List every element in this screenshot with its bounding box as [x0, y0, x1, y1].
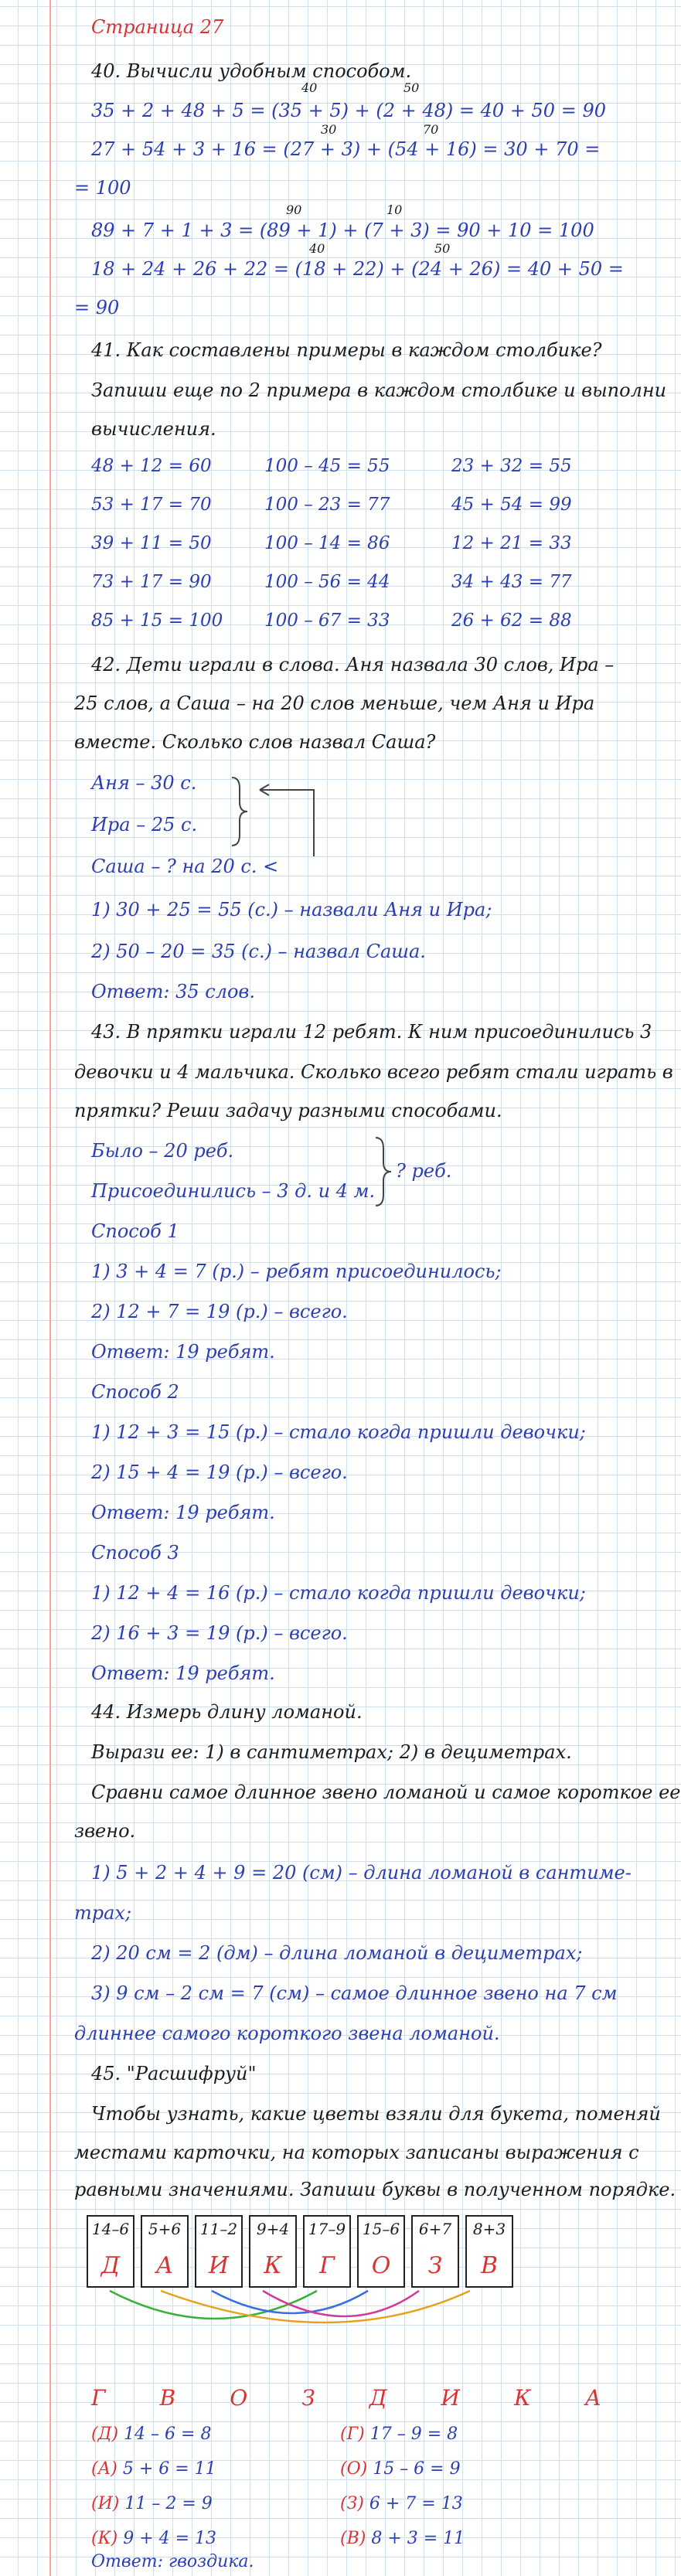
pair-expression: 15 – 6 = 9 — [373, 2459, 461, 2479]
column-1 — [91, 456, 223, 649]
t40-line: 35 + 2 + 48 + 5 = (35 + 5) + (2 + 48) = 40 + 50 = 90 — [91, 100, 606, 121]
solution-line: 1) 3 + 4 = 7 (р.) – ребят присоединилось; — [91, 1261, 502, 1282]
list-item: 39 + 11 = 50 — [91, 533, 212, 553]
decoded-letter: К — [514, 2385, 531, 2411]
pair-letter: (А) — [91, 2459, 117, 2479]
task-44-text: звено. — [74, 1820, 136, 1842]
pair-line — [91, 2458, 216, 2481]
list-item: 85 + 15 = 100 — [91, 611, 223, 631]
pair-expression: 14 – 6 = 8 — [124, 2425, 212, 2444]
decoded-letter: О — [230, 2385, 248, 2411]
card-letter: В — [480, 2252, 499, 2279]
card-expression: 9+4 — [256, 2220, 290, 2238]
list-item: 73 + 17 = 90 — [91, 572, 212, 592]
pair-line — [91, 2423, 211, 2446]
answer-line: Ответ: 19 ребят. — [91, 1662, 275, 1684]
card — [465, 2215, 513, 2288]
pair-expression: 8 + 3 = 11 — [371, 2529, 465, 2548]
pair-letter: (О) — [340, 2459, 368, 2479]
pair-expression: 5 + 6 = 11 — [122, 2459, 216, 2479]
list-item: 100 – 67 = 33 — [264, 611, 390, 631]
brace-graphic — [373, 1133, 396, 1210]
task-45-text: равными значениями. Запиши буквы в полученном порядке. — [74, 2179, 676, 2200]
condition-line: Было – 20 реб. — [91, 1140, 234, 1162]
card-row — [87, 2215, 519, 2288]
card-expression: 14–6 — [91, 2220, 130, 2238]
answer-line: Ответ: гвоздика. — [91, 2552, 254, 2571]
solution-line: 3) 9 см – 2 см = 7 (см) – самое длинное звено на 7 см — [91, 1982, 618, 2004]
solution-line: трах; — [74, 1902, 132, 1924]
card — [249, 2215, 297, 2288]
card-letter: З — [427, 2252, 443, 2279]
card-letter: О — [371, 2252, 391, 2279]
pair-letter: (З) — [340, 2494, 364, 2513]
decoded-letter: И — [441, 2385, 460, 2411]
pair-letter: (К) — [91, 2529, 118, 2548]
card — [357, 2215, 405, 2288]
condition-line: Саша – ? на 20 с. < — [91, 856, 279, 877]
task-43-text: девочки и 4 мальчика. Сколько всего ребят стали играть в — [74, 1061, 673, 1083]
note: 30 — [321, 122, 337, 137]
task-42-text: 42. Дети играли в слова. Аня назвала 30 слов, Ира – — [91, 654, 615, 675]
card — [303, 2215, 351, 2288]
task-45-heading: 45. "Расшифруй" — [91, 2063, 257, 2084]
list-item: 53 + 17 = 70 — [91, 495, 212, 515]
pair-expression: 17 – 9 = 8 — [369, 2425, 458, 2444]
solution-line: 1) 12 + 4 = 16 (р.) – стало когда пришли девочки; — [91, 1582, 586, 1604]
solution-line: длиннее самого короткого звена ломаной. — [74, 2023, 500, 2044]
note: 70 — [423, 122, 439, 137]
task-41-text: Запиши еще по 2 примера в каждом столбике и выполни — [91, 379, 667, 401]
task-42-text: 25 слов, а Саша – на 20 слов меньше, чем Аня и Ира — [74, 692, 595, 714]
task-44-text: Вырази ее: 1) в сантиметрах; 2) в дециметрах. — [91, 1741, 572, 1763]
pair-line — [91, 2493, 213, 2516]
task-45-text: местами карточки, на которых записаны выражения с — [74, 2142, 639, 2163]
card-expression: 8+3 — [472, 2220, 506, 2238]
list-item: 48 + 12 = 60 — [91, 456, 212, 476]
card — [195, 2215, 243, 2288]
list-item: 100 – 14 = 86 — [264, 533, 390, 553]
decoded-letter: Г — [91, 2385, 106, 2411]
brace-arrow-graphic — [229, 773, 329, 866]
solution-line: 2) 50 – 20 = 35 (с.) – назвал Саша. — [91, 941, 426, 962]
note: 40 — [301, 80, 318, 95]
task-41-text: вычисления. — [91, 418, 216, 440]
pair-letter: (Д) — [91, 2425, 119, 2444]
card-expression: 5+6 — [148, 2220, 182, 2238]
pair-letter: (В) — [340, 2529, 366, 2548]
task-43-text: прятки? Реши задачу разными способами. — [74, 1100, 502, 1121]
note: 50 — [434, 241, 451, 256]
card-letter: А — [155, 2252, 174, 2279]
task-41-heading: 41. Как составлены примеры в каждом столбике? — [91, 339, 602, 361]
condition-line: Ира – 25 с. — [91, 814, 198, 835]
solution-line: 2) 20 см = 2 (дм) – длина ломаной в дециметрах; — [91, 1942, 583, 1964]
note: 90 — [286, 202, 302, 217]
t40-line: = 100 — [74, 177, 131, 199]
card — [141, 2215, 189, 2288]
card — [411, 2215, 459, 2288]
pair-expression: 6 + 7 = 13 — [369, 2494, 463, 2513]
condition-line: Аня – 30 с. — [91, 772, 197, 794]
note: 50 — [403, 80, 420, 95]
task-44-heading: 44. Измерь длину ломаной. — [91, 1701, 363, 1723]
method-label: Способ 2 — [91, 1381, 179, 1403]
pair-line — [91, 2527, 216, 2550]
page-title: Страница 27 — [91, 16, 224, 38]
list-item: 23 + 32 = 55 — [451, 456, 572, 476]
swap-arcs-graphic — [77, 2288, 510, 2350]
pair-line — [340, 2458, 461, 2481]
column-2 — [264, 456, 390, 649]
pair-line — [340, 2527, 465, 2550]
question-label: ? реб. — [396, 1160, 452, 1182]
card-letter: Г — [319, 2252, 335, 2279]
task-43-text: 43. В прятки играли 12 ребят. К ним присоединились 3 — [91, 1021, 652, 1043]
note: 10 — [386, 202, 403, 217]
method-label: Способ 3 — [91, 1542, 179, 1564]
solution-line: 1) 30 + 25 = 55 (с.) – назвали Аня и Ира; — [91, 899, 492, 920]
decoded-letter: А — [584, 2385, 601, 2411]
list-item: 26 + 62 = 88 — [451, 611, 572, 631]
method-label: Способ 1 — [91, 1220, 179, 1242]
answer-line: Ответ: 35 слов. — [91, 981, 256, 1002]
decoded-letter: Д — [369, 2385, 387, 2411]
decoded-letter: З — [301, 2385, 315, 2411]
list-item: 100 – 23 = 77 — [264, 495, 390, 515]
pair-expression: 11 – 2 = 9 — [124, 2494, 213, 2513]
list-item: 100 – 56 = 44 — [264, 572, 390, 592]
solution-line: 2) 15 + 4 = 19 (р.) – всего. — [91, 1462, 348, 1483]
decoded-letters-row — [91, 2385, 601, 2411]
pair-letter: (И) — [91, 2494, 120, 2513]
task-45-text: Чтобы узнать, какие цветы взяли для букета, поменяй — [91, 2103, 661, 2125]
notebook-margin-line — [49, 0, 51, 2576]
list-item: 45 + 54 = 99 — [451, 495, 572, 515]
t40-line: 89 + 7 + 1 + 3 = (89 + 1) + (7 + 3) = 90 + 10 = 100 — [91, 219, 594, 241]
card-expression: 11–2 — [199, 2220, 238, 2238]
solution-line: 1) 5 + 2 + 4 + 9 = 20 (см) – длина ломаной в сантиме- — [91, 1862, 632, 1884]
decoded-letter: В — [159, 2385, 176, 2411]
solution-line: 2) 16 + 3 = 19 (р.) – всего. — [91, 1622, 348, 1644]
card-letter: К — [264, 2252, 282, 2279]
pair-expression: 9 + 4 = 13 — [123, 2529, 217, 2548]
solution-line: 1) 12 + 3 = 15 (р.) – стало когда пришли девочки; — [91, 1421, 586, 1443]
answer-line: Ответ: 19 ребят. — [91, 1341, 275, 1363]
answer-line: Ответ: 19 ребят. — [91, 1502, 275, 1523]
card — [87, 2215, 134, 2288]
card-expression: 15–6 — [362, 2220, 400, 2238]
t40-line: 27 + 54 + 3 + 16 = (27 + 3) + (54 + 16) = 30 + 70 = — [91, 138, 601, 160]
condition-line: Присоединились – 3 д. и 4 м. — [91, 1180, 376, 1202]
task-40-heading: 40. Вычисли удобным способом. — [91, 60, 412, 82]
card-letter: И — [208, 2252, 230, 2279]
note: 40 — [309, 241, 325, 256]
pair-letter: (Г) — [340, 2425, 365, 2444]
solution-line: 2) 12 + 7 = 19 (р.) – всего. — [91, 1301, 348, 1322]
list-item: 34 + 43 = 77 — [451, 572, 572, 592]
card-letter: Д — [100, 2252, 121, 2279]
t40-line: = 90 — [74, 297, 120, 318]
card-expression: 17–9 — [308, 2220, 346, 2238]
t40-line: 18 + 24 + 26 + 22 = (18 + 22) + (24 + 26) = 40 + 50 = — [91, 258, 624, 280]
task-42-text: вместе. Сколько слов назвал Саша? — [74, 731, 436, 753]
list-item: 100 – 45 = 55 — [264, 456, 390, 476]
pair-line — [340, 2423, 458, 2446]
pair-line — [340, 2493, 463, 2516]
task-44-text: Сравни самое длинное звено ломаной и самое короткое ее — [91, 1781, 681, 1803]
list-item: 12 + 21 = 33 — [451, 533, 572, 553]
column-3 — [451, 456, 572, 649]
card-expression: 6+7 — [418, 2220, 452, 2238]
